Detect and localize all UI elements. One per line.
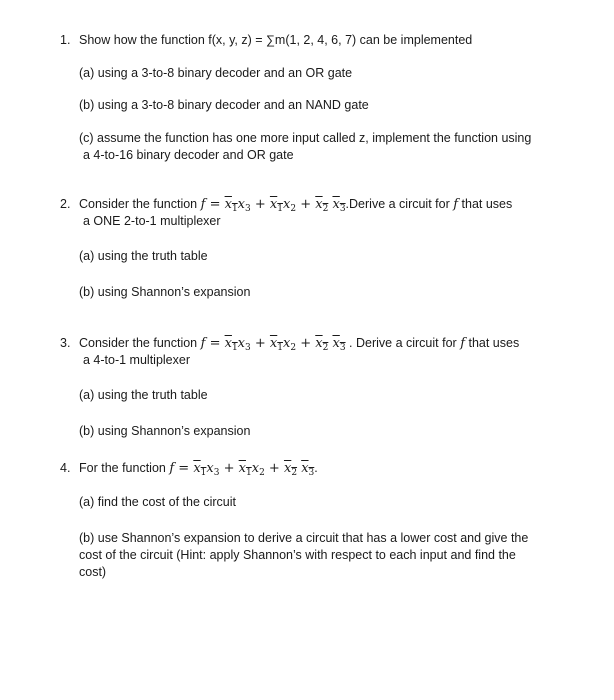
question-number: 2. xyxy=(60,197,71,211)
question-3-line2: a 4-to-1 multiplexer xyxy=(83,353,190,367)
question-3-tail-end: that uses xyxy=(468,336,520,350)
question-4-part-b-line3: cost) xyxy=(79,565,107,579)
question-4-lead: For the function xyxy=(79,461,166,475)
question-1-part-b: (b) using a 3-to-8 binary decoder and an NAND gate xyxy=(79,98,369,112)
question-2-part-a: (a) using the truth table xyxy=(79,249,208,263)
question-1-part-c-line2: a 4-to-16 binary decoder and OR gate xyxy=(83,148,294,162)
question-2-tail: .Derive a circuit for xyxy=(345,197,450,211)
function-formula: $f = x_1x_3 + x_1x_2 + x_2$ $x_3$ xyxy=(200,197,346,214)
question-4-part-b-line2: cost of the circuit (Hint: apply Shannon’s with respect to each input and find the xyxy=(79,548,516,562)
function-variable: f xyxy=(453,197,459,212)
question-1-text: Show how the function f(x, y, z) = ∑m(1, 2, 4, 6, 7) can be implemented xyxy=(79,33,473,47)
question-4-text xyxy=(79,460,570,477)
question-2-tail-end: that uses xyxy=(461,197,513,211)
question-4-part-a: (a) find the cost of the circuit xyxy=(79,495,237,509)
question-1-part-a: (a) using a 3-to-8 binary decoder and an OR gate xyxy=(79,66,353,80)
function-formula: $f = x_1x_3 + x_1x_2 + x_2$ $x_3$ xyxy=(200,336,346,353)
question-3-lead: Consider the function xyxy=(79,336,198,350)
question-number: 1. xyxy=(60,33,71,47)
question-number: 4. xyxy=(60,461,71,475)
function-variable: f xyxy=(460,336,465,351)
question-3-part-b: (b) using Shannon’s expansion xyxy=(79,424,251,438)
function-formula: $f = x_1x_3 + x_1x_2 + x_2$ $x_3$ xyxy=(169,461,315,478)
question-2-part-b: (b) using Shannon’s expansion xyxy=(79,285,251,299)
question-3-tail: . Derive a circuit for xyxy=(349,336,457,350)
question-3-text xyxy=(79,335,570,352)
question-4-part-b-line1: (b) use Shannon’s expansion to derive a circuit that has a lower cost and give the xyxy=(79,531,529,545)
question-2-lead: Consider the function xyxy=(79,197,198,211)
question-4-tail: . xyxy=(314,461,318,475)
question-3-part-a: (a) using the truth table xyxy=(79,388,208,402)
question-2-text xyxy=(79,196,570,213)
question-number: 3. xyxy=(60,336,71,350)
question-2-line2: a ONE 2-to-1 multiplexer xyxy=(83,214,221,228)
question-1-part-c-line1: (c) assume the function has one more input called z, implement the function using xyxy=(79,131,532,145)
